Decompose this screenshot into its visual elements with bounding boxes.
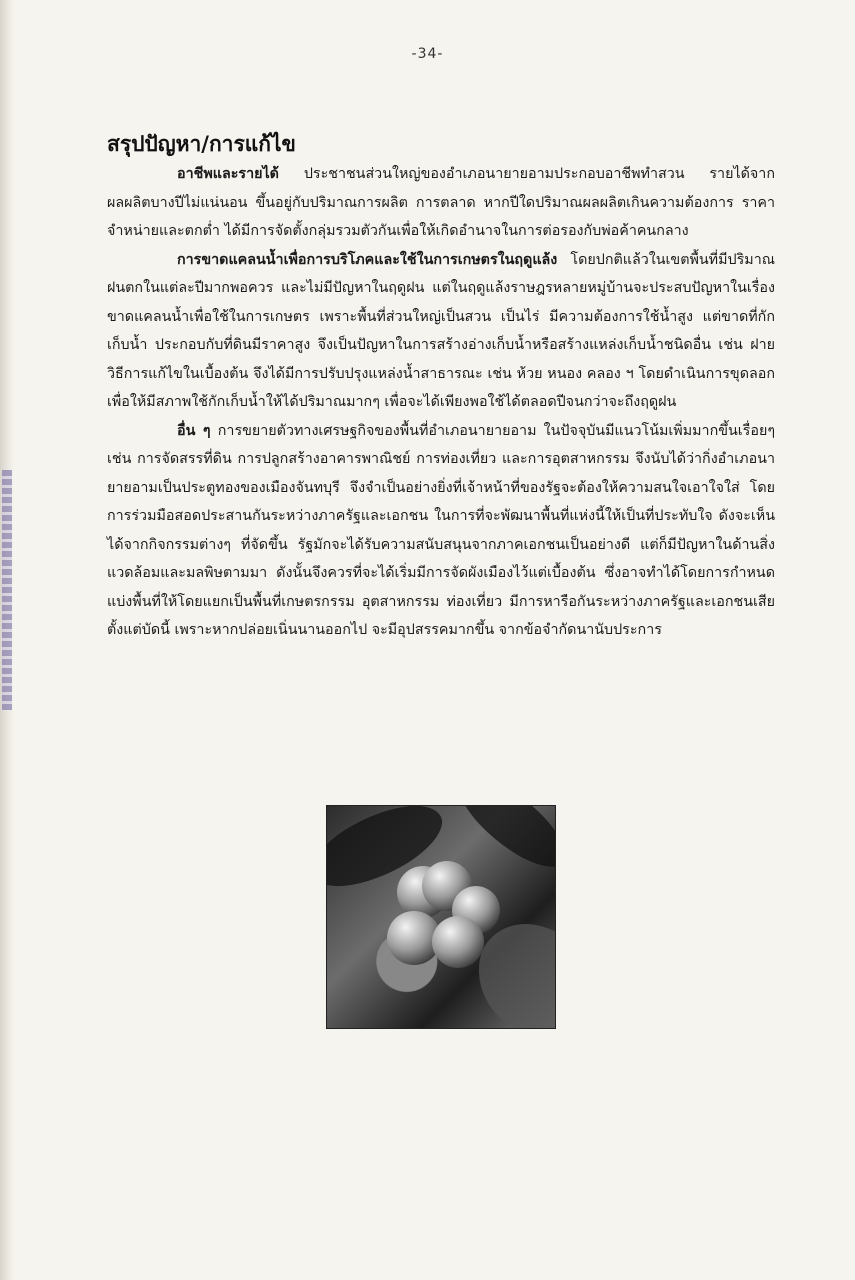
paragraph-others: [107, 417, 775, 645]
paragraph-heading: อื่น ๆ: [177, 422, 211, 439]
section-title: สรุปปัญหา/การแก้ไข: [107, 132, 296, 156]
paragraph-heading: การขาดแคลนน้ำเพื่อการบริโภคและใช้ในการเกษตรในฤดูแล้ง: [177, 251, 558, 268]
library-stamp: [2, 470, 12, 710]
page-number: -34-: [411, 46, 444, 62]
paragraph-water-shortage: [107, 246, 775, 417]
paragraph-heading: อาชีพและรายได้: [177, 166, 279, 182]
fruit-photo: [326, 805, 556, 1029]
paragraph-text: ประชาชนส่วนใหญ่ของอำเภอนายายอามประกอบอาชีพทำสวน รายได้จากผลผลิตบางปีไม่แน่นอน ขึ้นอยู่กับปริมาณการผลิต การตลาด หากปีใดปริมาณผลผลิตเกินความต้องการ ราคาจำหน่ายและตกต่ำ ได้มีการจัดตั้งกลุ่มรวมตัวกันเพื่อให้เกิดอำนาจในการต่อรองกับพ่อค้าคนกลาง: [107, 166, 775, 239]
paragraph-text: การขยายตัวทางเศรษฐกิจของพื้นที่อำเภอนายายอาม ในปัจจุบันมีแนวโน้มเพิ่มมากขึ้นเรื่อยๆ เช่น การจัดสรรที่ดิน การปลูกสร้างอาคารพาณิชย์ การท่องเที่ยว และการอุตสาหกรรม จึงนับได้ว่ากิ่งอำเภอนายายอามเป็นประตูทองของเมืองจันทบุรี จึงจำเป็นอย่างยิ่งที่เจ้าหน้าที่ของรัฐจะต้องให้ความสนใจเอาใจใส่ โดยการร่วมมือสอดประสานกันระหว่างภาครัฐและเอกชน ในการที่จะพัฒนาพื้นที่แห่งนี้ให้เป็นที่ประทับใจ ดังจะเห็นได้จากกิจกรรมต่างๆ ที่จัดขึ้น รัฐมักจะได้รับความสนับสนุนจากภาคเอกชนเป็นอย่างดี แต่ก็มีปัญหาในด้านสิ่งแวดล้อมและมลพิษตามมา ดังนั้นจึงควรที่จะได้เริ่มมีการจัดผังเมืองไว้แต่เบื้องต้น ซึ่งอาจทำได้โดยการกำหนดแบ่งพื้นที่ให้โดยแยกเป็นพื้นที่เกษตรกรรม อุตสาหกรรม ท่องเที่ยว มีการหารือกันระหว่างภาครัฐและเอกชนเสียตั้งแต่บัดนี้ เพราะหากปล่อยเนิ่นนานออกไป จะมีอุปสรรคมากขึ้น จากข้อจำกัดนานับประการ: [107, 422, 775, 638]
paragraph-text: โดยปกติแล้วในเขตพื้นที่มีปริมาณฝนตกในแต่ละปีมากพอควร และไม่มีปัญหาในฤดูฝน แต่ในฤดูแล้งราษฎรหลายหมู่บ้านจะประสบปัญหาในเรื่องขาดแคลนน้ำเพื่อใช้ในการเกษตร เพราะพื้นที่ส่วนใหญ่เป็นสวน เป็นไร่ มีความต้องการใช้น้ำสูง แต่ขาดที่กักเก็บน้ำ ประกอบกับที่ดินมีราคาสูง จึงเป็นปัญหาในการสร้างอ่างเก็บน้ำหรือสร้างแหล่งเก็บน้ำชนิดอื่น เช่น ฝาย วิธีการแก้ไขในเบื้องต้น จึงได้มีการปรับปรุงแหล่งน้ำสาธารณะ เช่น ห้วย หนอง คลอง ฯ โดยดำเนินการขุดลอก เพื่อให้มีสภาพใช้กักเก็บน้ำให้ได้ปริมาณมากๆ เพื่อจะได้เพียงพอใช้ได้ตลอดปีจนกว่าจะถึงฤดูฝน: [107, 251, 775, 410]
body-text: [107, 160, 775, 645]
paragraph-income: [107, 160, 775, 246]
